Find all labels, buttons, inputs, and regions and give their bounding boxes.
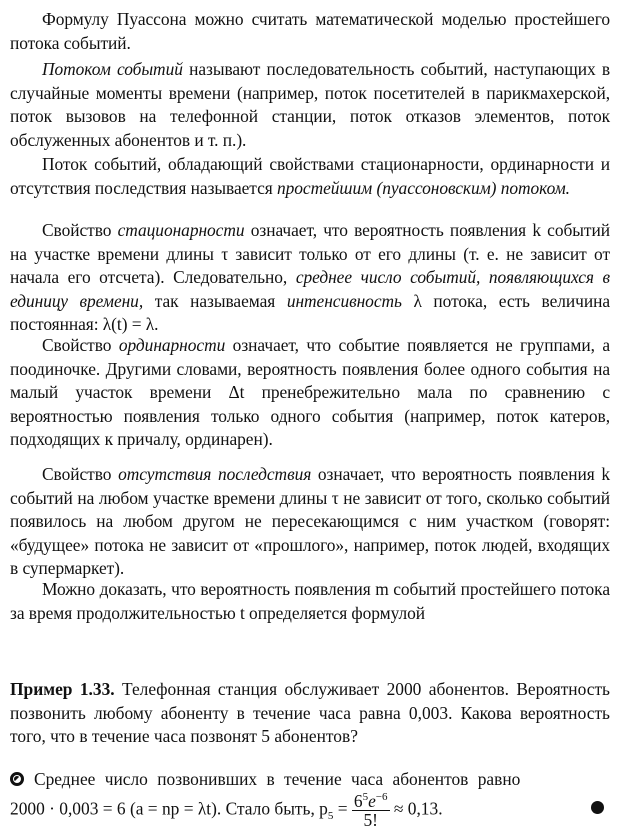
solution-line-2	[10, 792, 610, 829]
paragraph-text: означает, что вероятность появления k событий на участке времени длины τ зависит только от его длины (т. е. не зависит от начала его отсчета). Следовательно,	[10, 220, 610, 288]
fraction-denominator: 5!	[363, 810, 378, 830]
example-label: Пример 1.33.	[10, 679, 115, 699]
term-event-flow: Потоком событий	[42, 59, 183, 79]
paragraph-text: так называемая	[143, 290, 287, 311]
paragraph-text: Поток событий, обладающий свойствами стационарности, ординарности и отсутствия последствия называется	[10, 154, 610, 198]
term-ordinarity: ординарности	[118, 335, 226, 355]
paragraph-text: называют последовательность событий, наступающих в случайные моменты времени (например, поток посетителей в парикмахерской, поток вызовов на телефонной станции, поток отказов элементов, поток обслуженных абонентов и т. п.).	[10, 59, 610, 150]
equals-sign: =	[333, 798, 352, 819]
paragraph-text: Свойство	[42, 464, 119, 484]
example-text: Телефонная станция обслуживает 2000 абонентов. Вероятность позвонить любому абоненту в течение часа равна 0,003. Какова вероятность того, что в течение часа позвонят 5 абонентов?	[10, 679, 610, 747]
term-simplest-flow: простейшим (пуассоновским) потоком.	[277, 177, 570, 198]
paragraph-text: Формулу Пуассона можно считать математической моделью простейшего потока событий.	[10, 9, 610, 53]
paragraph-text: λ потока, есть величина постоянная: λ(t) = λ.	[10, 290, 610, 335]
term-stationarity: стационарности	[117, 220, 245, 240]
paragraph-text: Свойство	[42, 335, 119, 355]
paragraph-ordinarity	[10, 334, 610, 452]
numerator-e-power: −6	[375, 791, 388, 803]
paragraph-formula-intro	[10, 578, 610, 625]
example-block	[10, 678, 610, 749]
solution-end-icon	[591, 801, 604, 814]
solution-text: 2000 · 0,003 = 6 (a = np = λt). Стало быть, p	[10, 798, 328, 819]
solution-start-icon	[10, 772, 24, 786]
term-intensity: интенсивность	[286, 290, 402, 311]
solution-result: ≈ 0,13.	[389, 798, 443, 819]
fraction	[352, 792, 390, 829]
solution-line-1	[10, 767, 610, 791]
paragraph-poisson-model	[10, 8, 610, 55]
paragraph-event-flow	[10, 58, 610, 152]
paragraph-text: означает, что событие появляется не группами, а поодиночке. Другими словами, вероятность появления более одного события на малый участок времени Δt пренебрежительно мала по сравнению с вероятностью появления только одного события (например, поток катеров, подходящих к причалу, ординарен).	[10, 335, 611, 450]
fraction-numerator	[352, 792, 390, 811]
term-no-aftereffect: отсутствия последствия	[118, 464, 312, 484]
numerator-e: e	[368, 791, 376, 811]
subscript: 5	[327, 809, 334, 822]
paragraph-text: означает, что вероятность появления k событий на любом участке времени длины τ не зависит от того, сколько событий появилось на любом другом не пересекающимся с ним участком (говорят: «будущее» потока не зависит от «прошлого», например, поток людей, входящих в супермаркет).	[10, 464, 610, 579]
numerator-power: 5	[362, 791, 369, 803]
paragraph-no-aftereffect	[10, 463, 610, 581]
numerator-base: 6	[353, 791, 363, 811]
paragraph-text: Свойство	[42, 220, 118, 240]
solution-text: Среднее число позвонивших в течение часа абонентов равно	[34, 769, 521, 789]
term-mean-number: среднее число событий, появляющихся в единицу времени,	[10, 267, 611, 311]
paragraph-simplest-flow	[10, 153, 610, 200]
paragraph-text: Можно доказать, что вероятность появления m событий простейшего потока за время продолжительностью t определяется формулой	[10, 579, 610, 623]
paragraph-stationarity	[10, 219, 610, 337]
